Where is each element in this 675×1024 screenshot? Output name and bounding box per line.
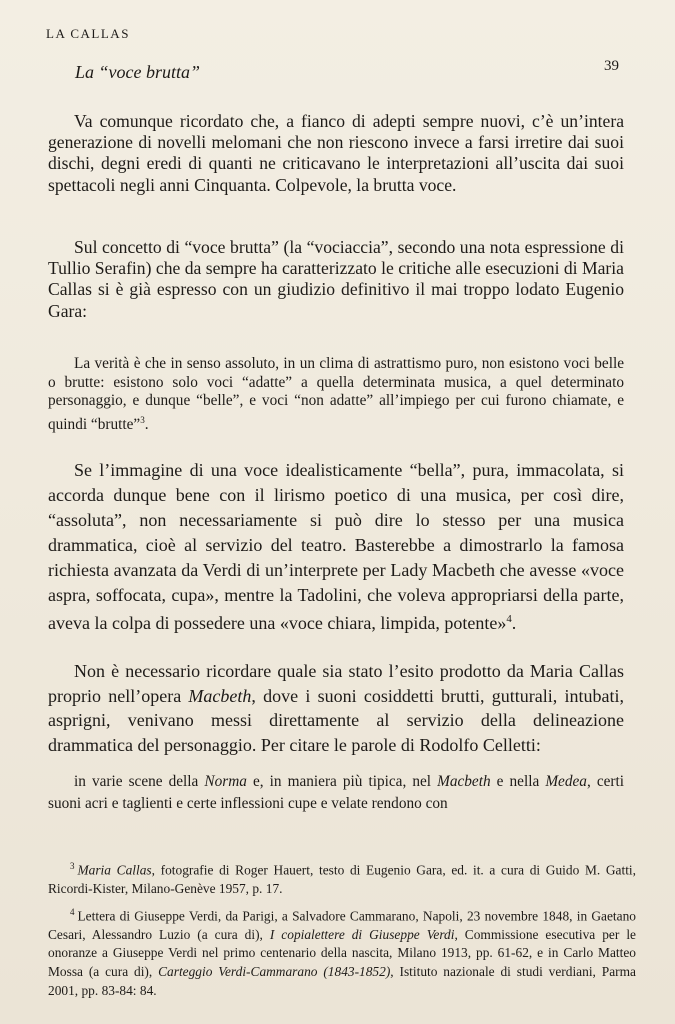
block-quote-gara <box>48 355 624 434</box>
paragraph-3 <box>48 458 624 636</box>
footnote-4-text-c: , Istituto nazionale di studi verdiani, Parma 2001, pp. 83-84: 84. <box>48 963 636 998</box>
footnote-4-title-b: Carteggio Verdi-Cammarano (1843-1852) <box>158 963 391 979</box>
paragraph-4 <box>48 659 624 757</box>
footnote-4-text-b: , Commissione esecutiva per le onoranze a Giuseppe Verdi nel primo centenario della nascita, Milano 1913, pp. 61-62, e in Carlo Matteo Mossa (a cura di), <box>48 926 636 979</box>
q2-c: e, in maniera più tipica, nel <box>246 773 438 790</box>
footnote-3 <box>48 857 636 899</box>
section-title: La “voce brutta” <box>75 62 201 82</box>
paragraph-4-title: Macbeth <box>188 685 252 706</box>
q2-medea: Medea <box>545 773 587 790</box>
footnote-4-text-a: Lettera di Giuseppe Verdi, da Parigi, a Salvadore Cammarano, Napoli, 23 novembre 1848, in Gaetano Cesari, Alessandro Luzio (a cura di), <box>48 908 636 942</box>
footnotes <box>48 857 636 1004</box>
paragraph-4-before: Non è necessario ricordare quale sia stato l’esito prodotto da Maria Callas proprio nell’opera <box>48 661 624 706</box>
q2-e: e nella <box>490 773 546 790</box>
footnote-3-label: 3 <box>70 861 75 871</box>
paragraph-3-end: . <box>511 613 517 634</box>
paragraph-4-after: , dove i suoni cosiddetti brutti, gutturali, intubati, asprigni, venivano messi direttamente al servizio della delineazione drammatica del personaggio. Per citare le parole di Rodolfo Celletti: <box>48 685 624 755</box>
footnote-3-text: , fotografie di Roger Hauert, testo di Eugenio Gara, ed. it. a cura di Guido M. Gatti, Ricordi-Kister, Milano-Genève 1957, p. 17. <box>48 862 636 897</box>
quote-text: La verità è che in senso assoluto, in un clima di astrattismo puro, non esistono voci belle o brutte: esistono solo voci “adatte” a quella determinata musica, a quel determinato personaggio, e dunque “belle”, e voci “non adatte” all’impiego per cui furono chiamate, e quindi “brutte” <box>48 355 624 433</box>
page-number: 39 <box>604 58 619 74</box>
q2-norma: Norma <box>204 773 247 790</box>
q2-a: in varie scene della <box>74 773 205 790</box>
q2-g: , certi suoni acri e taglienti e certe inflessioni cupe e velate rendono con <box>48 773 624 812</box>
quote-end: . <box>144 415 149 433</box>
footnote-3-title: Maria Callas <box>77 862 152 878</box>
paragraph-1: Va comunque ricordato che, a fianco di adepti sempre nuovi, c’è un’intera generazione di novelli melomani che non riescono invece a farsi irretire dai suoi dischi, degni eredi di quanti ne criticavano le interpretazioni all’uscita dai suoi spettacoli negli anni Cinquanta. Colpevole, la brutta voce. <box>48 111 624 195</box>
block-quote-celletti <box>48 771 624 815</box>
footnote-4-label: 4 <box>70 906 75 917</box>
footnote-4 <box>48 903 636 1000</box>
footnote-ref-3: 3 <box>140 414 145 425</box>
running-head: LA CALLAS <box>46 26 130 41</box>
footnote-4-title-a: I copialettere di Giuseppe Verdi <box>269 926 455 942</box>
paragraph-2: Sul concetto di “voce brutta” (la “vociaccia”, secondo una nota espressione di Tullio Serafin) che da sempre ha caratterizzato le critiche alle esecuzioni di Maria Callas si è già espresso con un giudizio definitivo il mai troppo lodato Eugenio Gara: <box>48 237 624 321</box>
paragraph-3-text: Se l’immagine di una voce idealisticamente “bella”, pura, immacolata, si accorda dunque bene con il lirismo poetico di una musica, per così dire, “assoluta”, non necessariamente si può dire lo stesso per una musica drammatica, cioè al servizio del teatro. Basterebbe a dimostrarlo la famosa richiesta avanzata da Verdi di un’interprete per Lady Macbeth che avesse «voce aspra, soffocata, cupa», mentre la Tadolini, che voleva appropriarsi della parte, aveva la colpa di possedere una «voce chiara, limpida, potente» <box>48 460 624 634</box>
footnote-ref-4: 4 <box>506 613 512 626</box>
q2-macbeth: Macbeth <box>437 773 491 790</box>
